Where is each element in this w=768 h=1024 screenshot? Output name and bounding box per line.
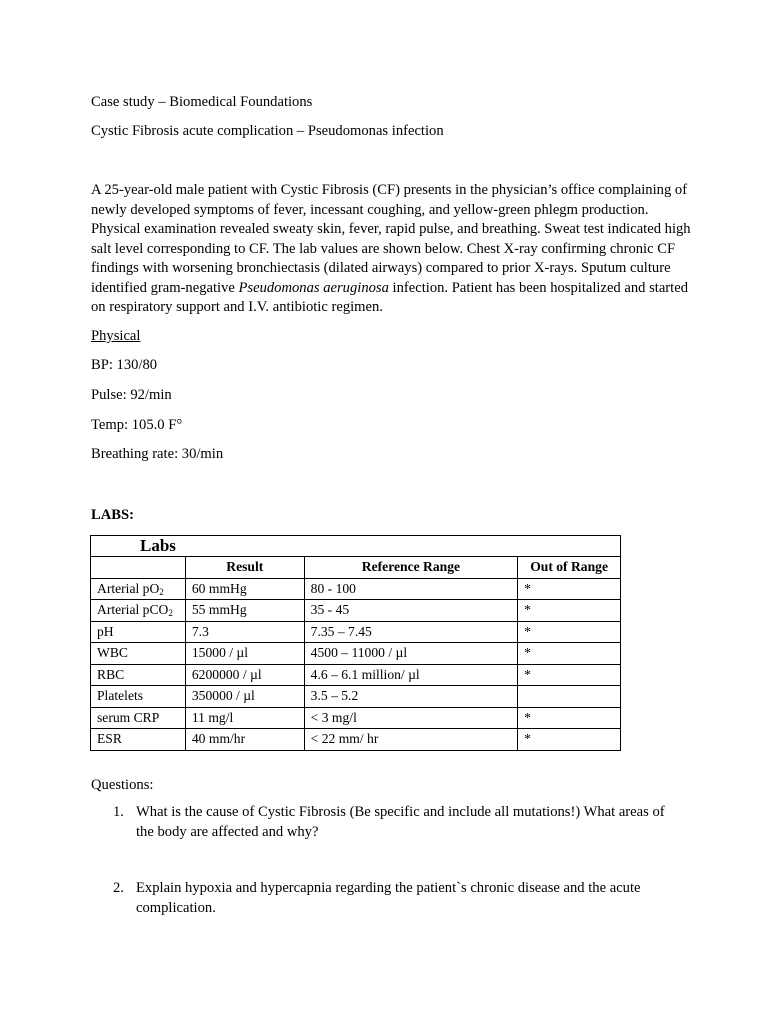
labs-table-header <box>91 557 621 579</box>
lab-out-of-range-mark: * <box>518 578 621 600</box>
question-text: Explain hypoxia and hypercapnia regarding the patient`s chronic disease and the acute complication. <box>136 880 641 916</box>
lab-out-of-range-mark: * <box>518 707 621 729</box>
lab-result: 7.3 <box>185 621 304 643</box>
question-number: 1. <box>113 804 124 820</box>
lab-row <box>91 578 621 600</box>
labs-table-title-row <box>91 536 621 557</box>
questions-list <box>91 803 681 918</box>
lab-test-name: ESR <box>91 729 186 751</box>
lab-row <box>91 600 621 622</box>
subscript: 2 <box>168 608 173 619</box>
question-item <box>91 879 681 918</box>
case-text-start: A 25-year-old male patient with Cystic Fibrosis (CF) presents in the physician’s office complaining of newly developed symptoms of fever, incessant coughing, and yellow-green phlegm production. Physical examination revealed sweaty skin, fever, rapid pulse, and breathing. Sweat test indicated high salt level corresponding to CF. The lab values are shown below. Chest X-ray confirming chronic CF findings with worsening bronchiectasis (dilated airways) compared to prior X-rays. Sputum culture identified gram-negative <box>91 182 691 296</box>
subscript: 2 <box>159 586 164 597</box>
lab-test-name: Arterial $pO_2$ <box>91 578 186 600</box>
lab-row <box>91 707 621 729</box>
labs-table-body <box>91 578 621 750</box>
lab-result: 11 mg/l <box>185 707 304 729</box>
lab-result: 40 mm/hr <box>185 729 304 751</box>
lab-test-name: RBC <box>91 664 186 686</box>
header-reference-range: Reference Range <box>304 557 518 579</box>
lab-row <box>91 643 621 665</box>
lab-row <box>91 621 621 643</box>
case-text-end: infection. Patient has been hospitalized and started on respiratory support and I.V. antibiotic regimen. <box>91 279 688 315</box>
course-title: Case study – Biomedical Foundations <box>91 94 313 110</box>
lab-out-of-range-mark: * <box>518 729 621 751</box>
lab-test-name: WBC <box>91 643 186 665</box>
case-title: Cystic Fibrosis acute complication – Pseudomonas infection <box>91 123 444 139</box>
lab-out-of-range-mark: * <box>518 621 621 643</box>
lab-reference-range: 4.6 – 6.1 million/ µl <box>304 664 518 686</box>
lab-result: 6200000 / µl <box>185 664 304 686</box>
lab-out-of-range-mark: * <box>518 643 621 665</box>
blood-pressure: BP: 130/80 <box>91 357 158 373</box>
labs-heading: LABS: <box>91 507 134 523</box>
question-number: 2. <box>113 880 124 896</box>
lab-result: 55 mmHg <box>185 600 304 622</box>
case-description <box>91 181 691 318</box>
lab-result: 15000 / µl <box>185 643 304 665</box>
lab-reference-range: 35 - 45 <box>304 600 518 622</box>
header-out-of-range: Out of Range <box>518 557 621 579</box>
lab-out-of-range-mark: * <box>518 664 621 686</box>
lab-result: 350000 / µl <box>185 686 304 708</box>
lab-row <box>91 686 621 708</box>
lab-test-name: serum CRP <box>91 707 186 729</box>
lab-reference-range: < 3 mg/l <box>304 707 518 729</box>
breathing-rate: Breathing rate: 30/min <box>91 446 224 462</box>
lab-reference-range: 7.35 – 7.45 <box>304 621 518 643</box>
lab-test-name: Platelets <box>91 686 186 708</box>
question-text: What is the cause of Cystic Fibrosis (Be specific and include all mutations!) What areas of the body are affected and why? <box>136 804 665 840</box>
lab-out-of-range-mark: * <box>518 600 621 622</box>
lab-out-of-range-mark <box>518 686 621 708</box>
lab-reference-range: < 22 mm/ hr <box>304 729 518 751</box>
question-item <box>91 803 681 842</box>
labs-table <box>90 535 621 751</box>
lab-reference-range: 3.5 – 5.2 <box>304 686 518 708</box>
lab-test-name: pH <box>91 621 186 643</box>
labs-table-title: Labs <box>140 536 176 555</box>
lab-reference-range: 80 - 100 <box>304 578 518 600</box>
lab-row <box>91 664 621 686</box>
lab-reference-range: 4500 – 11000 / µl <box>304 643 518 665</box>
organism-name: Pseudomonas aeruginosa <box>238 279 389 296</box>
pulse: Pulse: 92/min <box>91 387 172 403</box>
lab-test-name: Arterial pCO$_2$ <box>91 600 186 622</box>
lab-row <box>91 729 621 751</box>
lab-result: 60 mmHg <box>185 578 304 600</box>
temperature: Temp: 105.0 F° <box>91 417 183 433</box>
header-result: Result <box>185 557 304 579</box>
questions-heading: Questions: <box>91 777 154 793</box>
physical-heading: Physical <box>91 328 141 344</box>
header-test <box>91 557 186 579</box>
